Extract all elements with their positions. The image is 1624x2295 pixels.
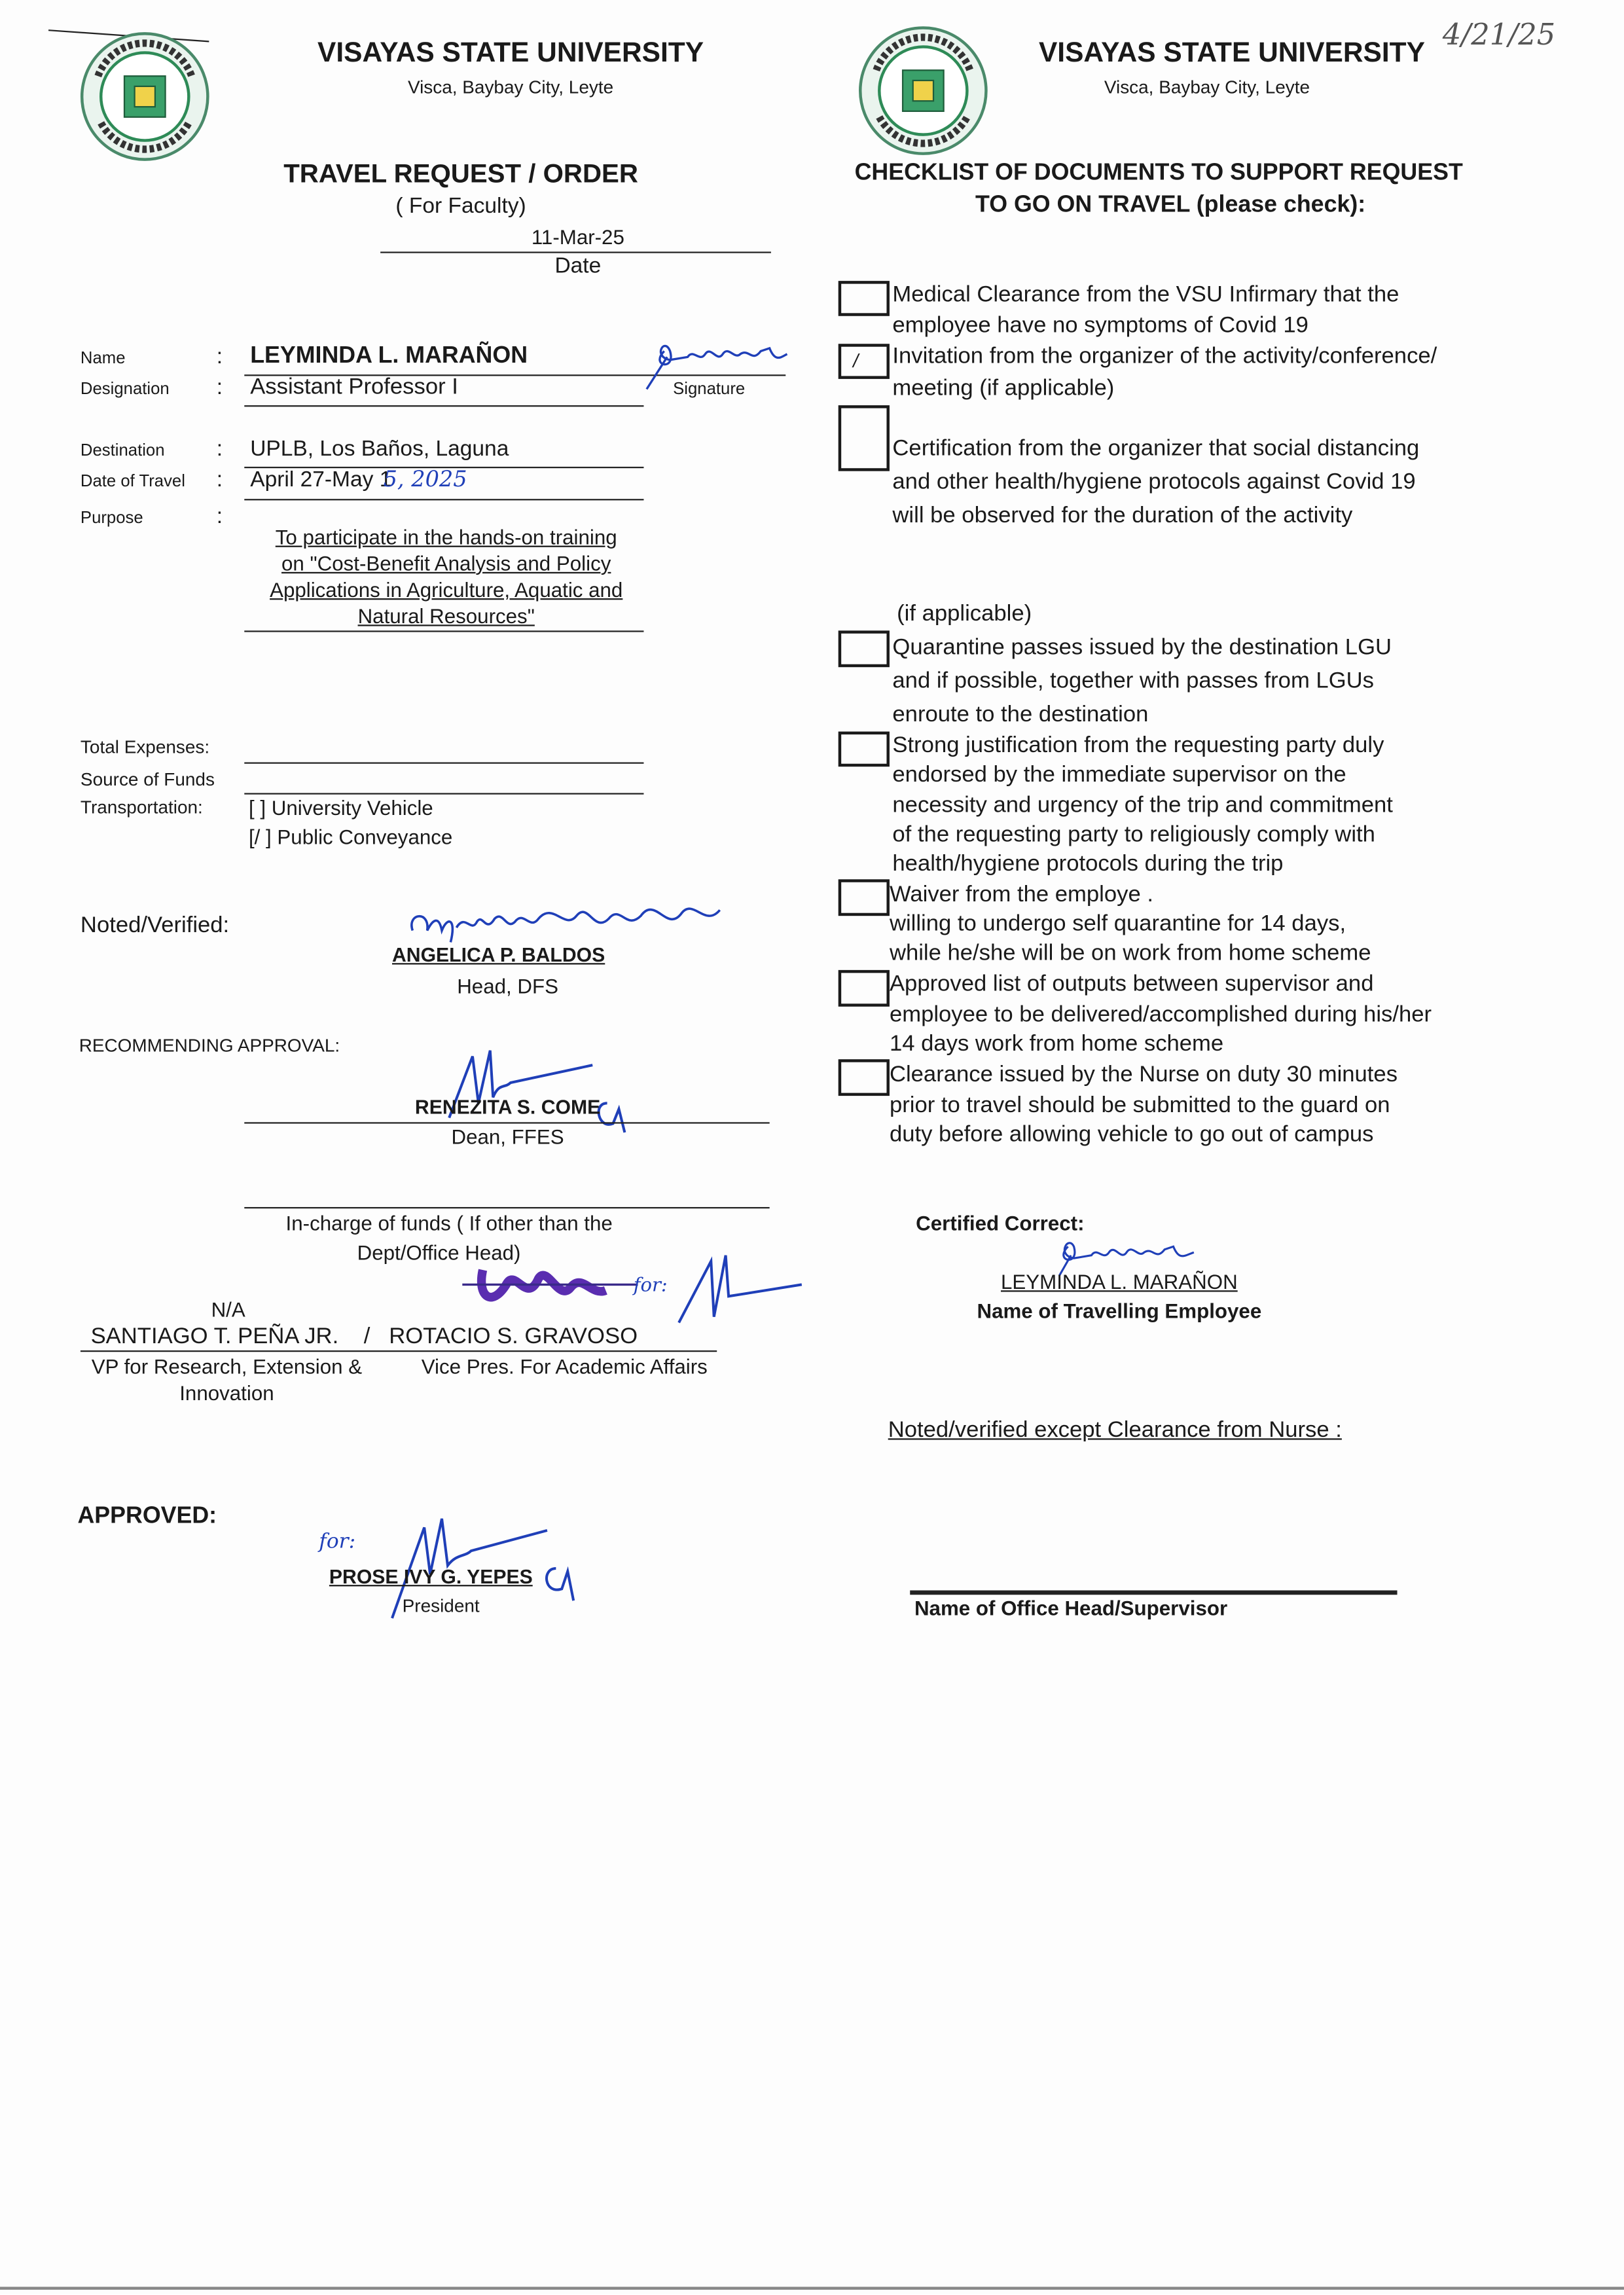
signature-label: Signature — [673, 380, 746, 399]
total-expenses-label: Total Expenses: — [80, 737, 210, 758]
certified-correct-label: Certified Correct: — [916, 1211, 1085, 1235]
handwritten-date: 4/21/25 — [1442, 16, 1556, 52]
vp-names: SANTIAGO T. PEÑA JR. / ROTACIO S. GRAVOSO — [90, 1324, 638, 1349]
checklist-item-text: health/hygiene protocols during the trip — [892, 852, 1284, 877]
checklist-checkbox[interactable] — [839, 1059, 890, 1096]
employee-name: LEYMINDA L. MARAÑON — [1001, 1269, 1238, 1293]
president-title: President — [402, 1596, 480, 1617]
checklist-checkbox[interactable] — [839, 405, 890, 471]
dean-signature — [446, 1045, 651, 1132]
checklist-title: CHECKLIST OF DOCUMENTS TO SUPPORT REQUEST — [854, 160, 1463, 186]
checklist-checkbox[interactable] — [839, 970, 890, 1007]
date-label: Date — [554, 253, 602, 279]
date-value: 11-Mar-25 — [531, 225, 624, 249]
head-signature — [406, 890, 736, 942]
purpose-line: Natural Resources" — [357, 604, 535, 628]
if-applicable-note: (if applicable) — [897, 601, 1032, 626]
source-of-funds-line — [244, 793, 643, 794]
dean-name: RENEZITA S. COME — [414, 1096, 601, 1119]
dean-line — [244, 1122, 769, 1123]
date-line — [380, 251, 771, 253]
transport-option-public-conveyance: [/ ] Public Conveyance — [248, 825, 453, 849]
checklist-item-text: and other health/hygiene protocols against Covid 19 — [892, 469, 1416, 495]
university-name: VISAYAS STATE UNIVERSITY — [1038, 38, 1425, 69]
checklist-title: TO GO ON TRAVEL (please check): — [975, 192, 1366, 218]
checklist-checkbox[interactable] — [839, 879, 890, 916]
vp2-title: Vice Pres. For Academic Affairs — [421, 1354, 708, 1379]
date-of-travel-handwritten: 5, 2025 — [383, 465, 467, 492]
checklist-checkbox[interactable] — [839, 732, 890, 767]
checklist-item-text: will be observed for the duration of the activity — [892, 503, 1353, 529]
noted-title: Head, DFS — [457, 974, 558, 998]
colon: : — [216, 375, 223, 401]
checklist-item-text: prior to travel should be submitted to the guard on — [889, 1092, 1390, 1117]
total-expenses-line — [244, 762, 643, 763]
checklist-item-text: Quarantine passes issued by the destination LGU — [892, 635, 1392, 660]
noted-except-nurse: Noted/verified except Clearance from Nurse : — [888, 1418, 1342, 1443]
checklist-item-text: employee to be delivered/accomplished during his/her — [889, 1002, 1432, 1027]
recommending-approval-label: RECOMMENDING APPROVAL: — [79, 1036, 340, 1057]
colon: : — [216, 467, 223, 492]
colon: : — [216, 436, 223, 461]
designation-value: Assistant Professor I — [250, 374, 458, 400]
purpose-label: Purpose — [80, 509, 143, 528]
checklist-item-text: duty before allowing vehicle to go out of campus — [889, 1122, 1374, 1148]
name-label: Name — [80, 350, 126, 368]
na-label: N/A — [211, 1297, 245, 1322]
colon: : — [216, 503, 223, 529]
checklist-item-text: necessity and urgency of the trip and commitment — [892, 792, 1393, 818]
dean-title: Dean, FFES — [451, 1125, 564, 1149]
date-of-travel-value: April 27-May 1 — [250, 467, 392, 492]
date-of-travel-label: Date of Travel — [80, 473, 185, 491]
checklist-checkbox[interactable] — [839, 281, 890, 316]
employee-caption: Name of Travelling Employee — [977, 1299, 1262, 1323]
form-subtitle: ( For Faculty) — [395, 193, 526, 219]
checklist-item-text: and if possible, together with passes from LGUs — [892, 668, 1375, 694]
checklist-item-text: endorsed by the immediate supervisor on the — [892, 763, 1346, 788]
vp1-title: Innovation — [179, 1381, 274, 1405]
vp1-title: VP for Research, Extension & — [91, 1354, 363, 1379]
office-head-line — [910, 1591, 1397, 1595]
checklist-item-text: Clearance issued by the Nurse on duty 30 minutes — [889, 1062, 1398, 1087]
source-of-funds-label: Source of Funds — [80, 769, 215, 790]
destination-value: UPLB, Los Baños, Laguna — [250, 436, 509, 461]
designation-label: Designation — [80, 380, 170, 399]
designation-line — [244, 405, 643, 407]
president-name: PROSE IVY G. YEPES — [329, 1566, 533, 1588]
purpose-line: on "Cost-Benefit Analysis and Policy — [281, 551, 611, 575]
transportation-label: Transportation: — [80, 797, 203, 818]
checklist-item-text: Waiver from the employe . — [889, 882, 1153, 907]
colon: : — [216, 344, 223, 370]
noted-name: ANGELICA P. BALDOS — [392, 944, 605, 966]
vsu-seal-icon — [81, 32, 209, 161]
vsu-seal-icon — [859, 26, 988, 155]
for-note: for: — [319, 1530, 356, 1554]
funds-caption: In-charge of funds ( If other than the — [285, 1211, 613, 1235]
checklist-item-text: Approved list of outputs between supervisor and — [889, 971, 1374, 997]
university-address: Visca, Baybay City, Leyte — [407, 77, 614, 98]
transport-option-university-vehicle: [ ] University Vehicle — [248, 795, 433, 820]
checklist-item-text: Certification from the organizer that social distancing — [892, 436, 1420, 461]
checklist-item-text: willing to undergo self quarantine for 14 days, — [889, 911, 1346, 937]
checklist-checkbox[interactable]: / — [839, 344, 890, 379]
funds-signature-line — [244, 1207, 769, 1208]
purpose-line: To participate in the hands-on training — [275, 525, 617, 549]
checklist-item-text: Medical Clearance from the VSU Infirmary that the — [892, 282, 1399, 308]
checklist-item-text: enroute to the destination — [892, 702, 1149, 728]
noted-verified-label: Noted/Verified: — [80, 913, 230, 938]
vp-line — [81, 1350, 717, 1352]
checklist-item-text: Invitation from the organizer of the activity/conference/ — [892, 344, 1437, 369]
university-name: VISAYAS STATE UNIVERSITY — [317, 38, 704, 69]
checklist-item-text: Strong justification from the requesting party duly — [892, 732, 1384, 758]
purpose-line-rule — [244, 630, 643, 632]
checklist-item-text: employee have no symptoms of Covid 19 — [892, 313, 1308, 338]
checklist-item-text: meeting (if applicable) — [892, 376, 1115, 401]
checklist-checkbox[interactable] — [839, 630, 890, 667]
office-head-caption: Name of Office Head/Supervisor — [914, 1596, 1228, 1620]
checklist-item-text: while he/she will be on work from home scheme — [889, 941, 1371, 966]
checklist-item-text: 14 days work from home scheme — [889, 1031, 1224, 1057]
checklist-item-text: of the requesting party to religiously comply with — [892, 822, 1375, 848]
university-address: Visca, Baybay City, Leyte — [1104, 77, 1310, 98]
form-title: TRAVEL REQUEST / ORDER — [283, 158, 638, 189]
destination-label: Destination — [80, 442, 165, 460]
for-note: for: — [633, 1274, 668, 1297]
approved-label: APPROVED: — [77, 1504, 217, 1529]
date-of-travel-line — [244, 499, 643, 500]
name-value: LEYMINDA L. MARAÑON — [250, 343, 528, 369]
page-bottom-edge — [0, 2286, 1624, 2289]
purpose-line: Applications in Agriculture, Aquatic and — [270, 577, 623, 602]
funds-caption: Dept/Office Head) — [357, 1240, 521, 1265]
